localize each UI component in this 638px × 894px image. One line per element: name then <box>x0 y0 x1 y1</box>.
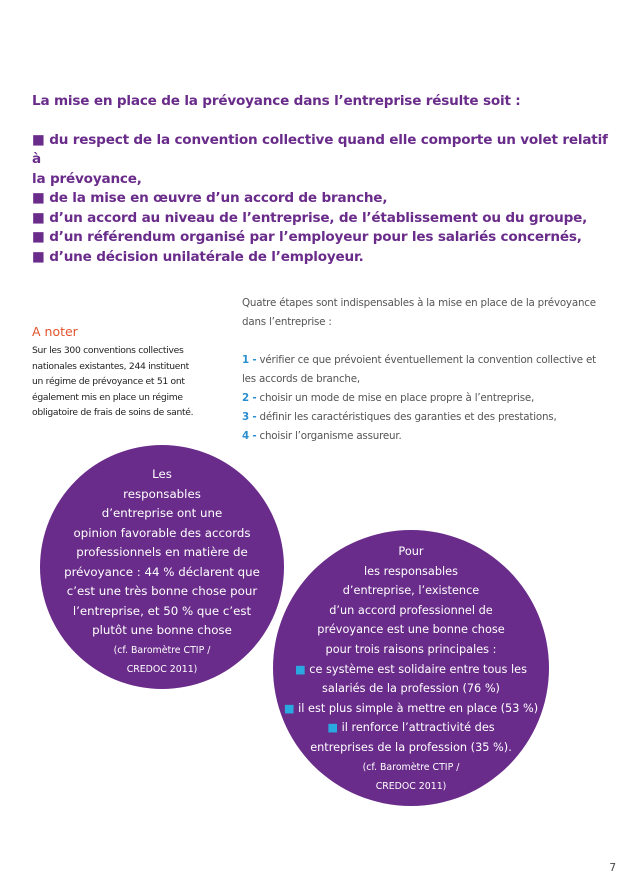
step-item: 3 - définir les caractéristiques des garanties et des prestations, <box>242 411 557 423</box>
circle-source: (cf. Baromètre CTIP / <box>113 644 211 656</box>
step-number: 1 - <box>242 354 257 366</box>
square-bullet-icon: ■ <box>295 662 306 676</box>
intro-item-continuation: la prévoyance, <box>32 170 142 187</box>
step-item: 1 - vérifier ce que prévoient éventuellement la convention collective et <box>242 354 596 366</box>
steps-lead: Quatre étapes sont indispensables à la mise en place de la prévoyance dans l’entreprise : <box>242 297 596 328</box>
reason-item-continuation: salariés de la profession (76 %) <box>322 682 500 696</box>
square-bullet-icon: ■ <box>32 131 45 148</box>
intro-item: ■ d’un référendum organisé par l’employeur pour les salariés concernés, <box>32 229 582 245</box>
circle-source: CREDOC 2011) <box>375 781 447 793</box>
circle-source: (cf. Baromètre CTIP / <box>362 761 460 773</box>
page-number: 7 <box>609 862 616 874</box>
square-bullet-icon: ■ <box>327 721 338 735</box>
intro-block <box>32 92 612 267</box>
opinion-circle: Les responsables d’entreprise ont une opinion favorable des accords professionnels en matière de prévoyance : 44 % déclarent que c’est une très bonne chose pour l’entreprise, et 50 % que c’est plutôt une bonne chose (cf. Baromètre CTIP / CREDOC 2011) <box>40 445 284 689</box>
square-bullet-icon: ■ <box>32 229 45 245</box>
intro-item: ■ de la mise en œuvre d’un accord de branche, <box>32 190 388 206</box>
intro-item: ■ du respect de la convention collective quand elle comporte un volet relatif à <box>32 131 608 167</box>
reason-item-continuation: entreprises de la profession (35 %). <box>310 740 512 754</box>
circle-source: CREDOC 2011) <box>126 664 198 675</box>
intro-title: La mise en place de la prévoyance dans l’entreprise résulte soit : <box>32 93 521 109</box>
reason-item: ■ il renforce l’attractivité des <box>327 721 495 735</box>
step-item: 4 - choisir l’organisme assureur. <box>242 430 402 442</box>
square-bullet-icon: ■ <box>32 209 45 226</box>
reason-item: ■ ce système est solidaire entre tous les <box>295 662 527 676</box>
reason-item: ■ il est plus simple à mettre en place (53 %) <box>283 701 539 715</box>
intro-item: ■ d’un accord au niveau de l’entreprise, de l’établissement ou du groupe, <box>32 209 588 226</box>
steps-block <box>242 294 612 446</box>
reasons-circle: Pour les responsables d’entreprise, l’existence d’un accord professionnel de prévoyance est une bonne chose pour trois raisons principales : ■ ce système est solidaire entre tous les salariés de la profession (76 %) ■ il est plus simple à mettre en place (53 %) ■ il renforce l’attractivité des entreprises de la profession (35 %). (cf. Baromètre CTIP / CREDOC 2011) <box>273 530 549 806</box>
note-title: A noter <box>32 324 78 339</box>
note-text: Sur les 300 conventions collectives nationales existantes, 244 instituent un régime de prévoyance et 51 ont également mis en place un régime obligatoire de frais de soins de santé. <box>32 345 194 418</box>
step-number: 4 - <box>242 430 257 442</box>
step-number: 2 - <box>242 392 257 404</box>
step-item-continuation: les accords de branche, <box>242 373 360 385</box>
square-bullet-icon: ■ <box>283 701 295 715</box>
step-item: 2 - choisir un mode de mise en place propre à l’entreprise, <box>242 392 535 404</box>
square-bullet-icon: ■ <box>32 248 45 265</box>
intro-item: ■ d’une décision unilatérale de l’employeur. <box>32 248 364 265</box>
note-box <box>32 324 222 421</box>
step-number: 3 - <box>242 411 257 423</box>
square-bullet-icon: ■ <box>32 190 45 206</box>
